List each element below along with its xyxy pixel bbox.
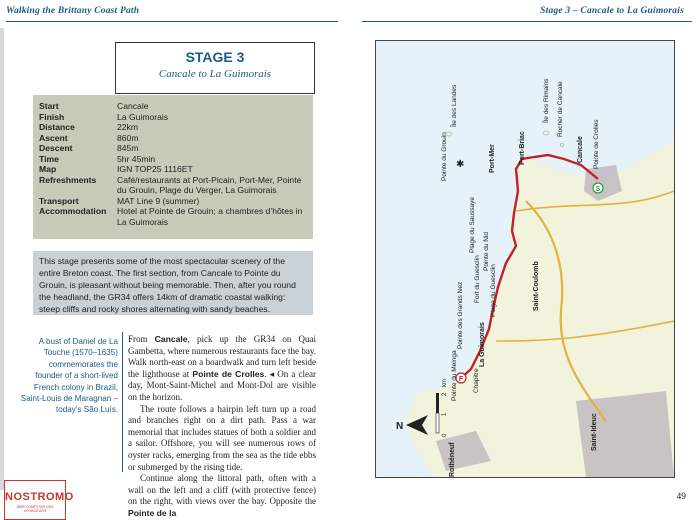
route-map [375,40,675,478]
info-row-time [39,154,307,165]
info-value: Café/restaurants at Port-Picain, Port-Mer, Pointe du Grouin, Plage du Verger, La Guimorais [117,174,302,195]
info-label: Distance [39,122,75,132]
margin-note-rule [122,332,123,472]
island-rocher-de-cancale [560,144,564,147]
info-row-refreshments [39,175,307,196]
map-label-fort-du-guesclin: Fort du Guesclin [474,255,481,303]
info-value: IGN TOP25 1116ET [117,164,193,174]
text-run: From [128,334,155,344]
info-label: Descent [39,143,73,153]
info-row-accommodation [39,206,307,227]
map-label-port-mer: Port-Mer [489,144,496,173]
header-rule-right [362,21,692,22]
info-value: Cancale [117,101,149,111]
info-row-finish [39,112,307,123]
info-label: Ascent [39,132,68,143]
logo-name: NOSTROMO [5,491,74,503]
info-value: 860m [117,132,139,143]
map-label-pointe-de-crolles: Pointe de Crolles [593,119,600,169]
stage-subtitle: Cancale to La Guimorais [158,68,272,80]
map-label-la-guimorais: La Guimorais [479,322,486,367]
nostromo-logo [4,480,74,520]
stage-intro: This stage presents some of the most spectacular scenery of the entire Breton coast. The first section, from Cancale to Pointe du Grouin, is pleasant without being memorable. Then, after you round the headland, the GR34 offers 14km of dramatic coastal walking: steep cliffs and rocky shores alternating with sandy beaches. [33,251,313,315]
running-header-left: Walking the Brittany Coast Path [6,6,140,16]
text-run: . ◂ On a clear day, Mont-Saint-Michel and Mont-Dol are visible on the horizon. [128,368,316,402]
finish-marker-label: F [458,376,464,383]
place-name-cancale: Cancale [154,334,188,344]
island-ile-des-rimains [543,131,549,135]
header-rule-left [6,21,338,22]
info-row-transport [39,196,307,207]
info-label: Refreshments [39,174,97,185]
stage-heading-box [115,42,315,94]
running-header-right: Stage 3 – Cancale to La Guimorais [540,6,684,16]
info-row-ascent [39,133,307,144]
info-label: Transport [39,195,79,206]
info-value: 845m [117,143,139,153]
lighthouse-icon: ✱ [456,159,465,170]
north-label: N [396,421,404,432]
map-label-plage-du-guesclin: Plage du Guesclin [490,264,497,317]
text-run: , pick up the GR34 on Quai Gambetta, where numerous restaurants face the bay. Walk north-east on a boardwalk and turn left beside the lighthouse at [128,334,316,379]
map-label-rotheneuf: Rothéneuf [449,442,456,477]
scale-bar-white [436,413,439,433]
info-value: La Guimorais [117,111,169,122]
text-run: Continue along the littoral path, often with a wall on the left and a cliff (with protective fence) on the right, with views over the bay. Opposite the [128,473,316,507]
scale-unit: km [442,379,448,387]
info-label: Finish [39,111,65,122]
route-paragraph-1 [128,334,316,404]
logo-tagline: WEB COMPTOIR DES VOYAGEURS [16,505,54,513]
info-row-map [39,164,307,175]
map-label-rocher-de-cancale: Rocher de Cancale [557,81,564,137]
map-label-plage-du-saussaye: Plage du Saussaye [469,196,476,253]
place-name-pointe-de-crolles: Pointe de Crolles [192,368,265,379]
info-row-start [39,101,307,112]
map-label-port-briac: Port-Briac [519,131,526,165]
scale-label-2: 2 [442,392,448,396]
stage-title: STAGE 3 [185,49,245,65]
info-value: 5hr 45min [117,153,156,164]
page-number: 49 [676,492,686,502]
route-paragraph-3 [128,473,316,519]
info-value: MAT Line 9 (summer) [117,195,200,206]
map-label-ile-des-rimains: Île des Rimains [543,78,550,123]
info-label: Accommodation [39,206,107,216]
map-label-cancale: Cancale [577,136,584,163]
scale-bar-black [436,393,439,413]
map-label-saint-coulomb: Saint-Coulomb [533,261,540,311]
map-label-saint-ideuc: Saint-Ideuc [591,413,598,451]
map-label-pointe-des-grands-nez: Pointe des Grands Nez [457,281,464,349]
map-label-pointe-du-nid: Pointe du Nid [483,231,490,271]
info-row-descent [39,143,307,154]
info-label: Start [39,101,59,111]
route-paragraph-2: The route follows a hairpin left turn up a road and branches right on a dirt path. Pass a war memorial that includes statues of both a soldier and a sailor. Offshore, you will see numerous rows of oyster racks, emerging from the sea as the tide ebbs or submerged by the rising tide. [128,403,316,472]
route-description [128,334,316,520]
map-label-pointe-du-grouin: Pointe du Grouin [441,132,448,181]
info-label: Time [39,153,59,164]
scale-label-0: 0 [442,433,448,437]
left-margin-band [0,28,4,490]
stage-info-box [33,95,313,239]
route-map-svg [376,41,674,477]
start-marker-label: S [595,186,601,193]
info-row-distance [39,122,307,133]
place-name-pointe-de-la: Pointe de la [128,507,177,518]
info-value: 22km [117,122,139,132]
map-label-pointe-du-meinga: Pointe du Meinga [451,350,458,401]
info-value: Hotel at Pointe de Grouin; a chambres d’hôtes in La Guimorais [117,206,303,227]
map-label-ile-des-landes: Île des Landes [451,84,458,127]
map-label-chapitre: Chapitre [473,368,480,393]
margin-note: A bust of Daniel de La Touche (1570–1635) commemorates the founder of a short-lived French colony in Brazil, Saint-Louis de Maragnan – today’s São Luís. [20,337,118,415]
info-label: Map [39,164,57,174]
scale-label-1: 1 [442,412,448,416]
